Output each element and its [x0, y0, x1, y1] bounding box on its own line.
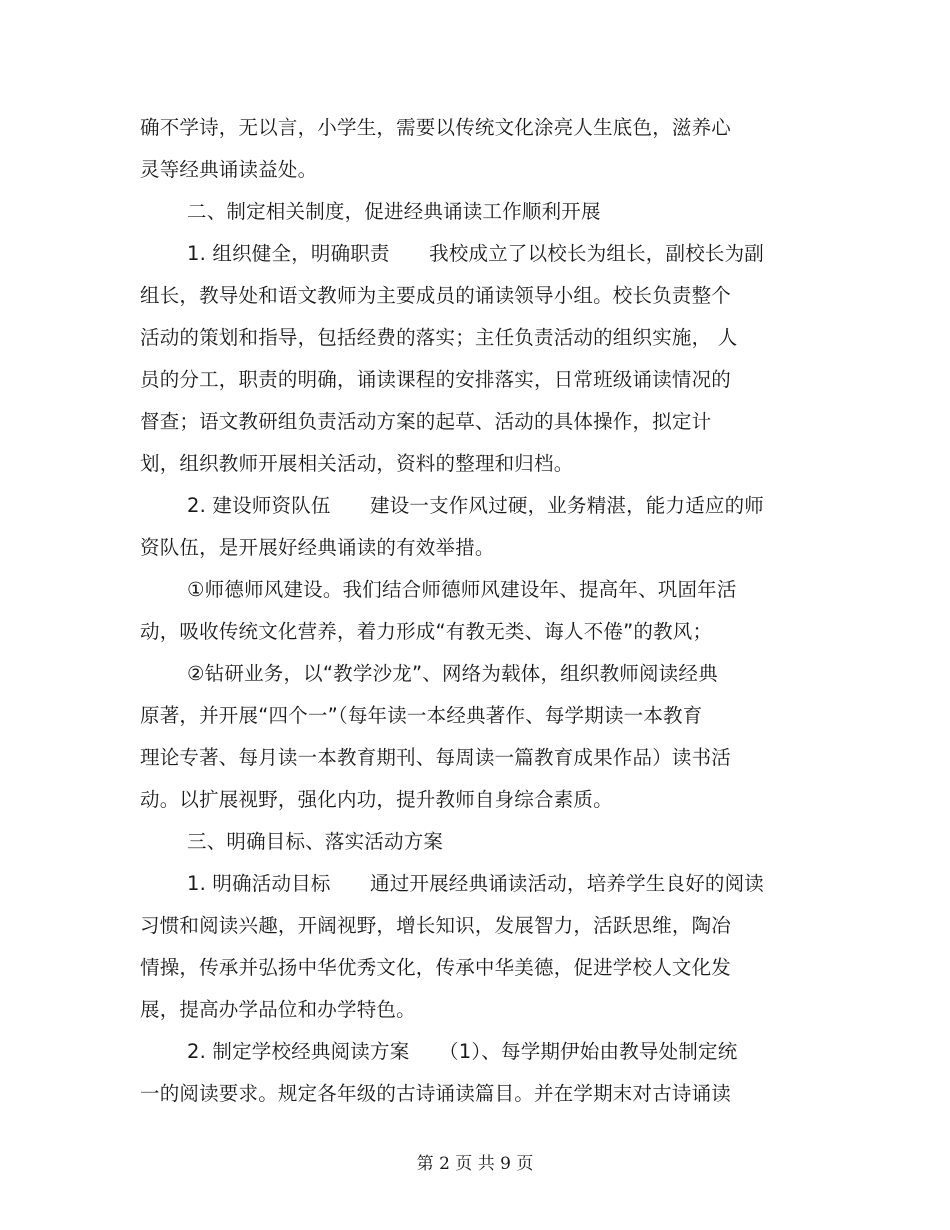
text-line: ①师德师风建设。我们结合师德师风建设年、提高年、巩固年活 — [187, 578, 737, 601]
text-line: 习惯和阅读兴趣，开阔视野，增长知识，发展智力，活跃思维，陶冶 — [140, 914, 732, 937]
section-heading: 二、制定相关制度，促进经典诵读工作顺利开展 — [187, 200, 601, 223]
text-line: 1. 组织健全，明确职责 我校成立了以校长为组长，副校长为副 — [187, 242, 765, 265]
text-line: 活动的策划和指导，包括经费的落实；主任负责活动的组织实施， 人 — [140, 326, 738, 349]
text-line: 灵等经典诵读益处。 — [140, 158, 318, 181]
text-line: 原著，并开展“四个一”（每年读一本经典著作、每学期读一本教育 — [140, 704, 703, 727]
text-line: 员的分工，职责的明确，诵读课程的安排落实，日常班级诵读情况的 — [140, 368, 732, 391]
text-line: 2. 建设师资队伍 建设一支作风过硬，业务精湛，能力适应的师 — [187, 494, 765, 517]
text-line: 1. 明确活动目标 通过开展经典诵读活动，培养学生良好的阅读 — [187, 872, 765, 895]
text-line: 督查；语文教研组负责活动方案的起草、活动的具体操作，拟定计 — [140, 410, 712, 433]
section-heading: 三、明确目标、落实活动方案 — [187, 830, 444, 853]
text-line: 资队伍，是开展好经典诵读的有效举措。 — [140, 536, 495, 559]
text-line: 动，吸收传统文化营养，着力形成“有教无类、诲人不倦”的教风； — [140, 620, 713, 643]
text-line: 展，提高办学品位和办学特色。 — [140, 998, 416, 1021]
page-footer: 第 2 页 共 9 页 — [416, 1154, 534, 1174]
text-line: 情操，传承并弘扬中华优秀文化，传承中华美德，促进学校人文化发 — [140, 956, 732, 979]
text-line: 划，组织教师开展相关活动，资料的整理和归档。 — [140, 452, 574, 475]
text-line: 组长，教导处和语文教师为主要成员的诵读领导小组。校长负责整个 — [140, 284, 732, 307]
text-line: 动。以扩展视野，强化内功，提升教师自身综合素质。 — [140, 788, 613, 811]
text-line: 2. 制定学校经典阅读方案 （1）、每学期伊始由教导处制定统 — [187, 1040, 738, 1063]
text-line: 理论专著、每月读一本教育期刊、每周读一篇教育成果作品）读书活 — [140, 746, 732, 769]
text-line: 确不学诗，无以言，小学生，需要以传统文化涂亮人生底色，滋养心 — [140, 116, 732, 139]
text-line: ②钻研业务，以“教学沙龙”、网络为载体，组织教师阅读经典 — [187, 662, 718, 685]
text-line: 一的阅读要求。规定各年级的古诗诵读篇目。并在学期末对古诗诵读 — [140, 1082, 732, 1105]
